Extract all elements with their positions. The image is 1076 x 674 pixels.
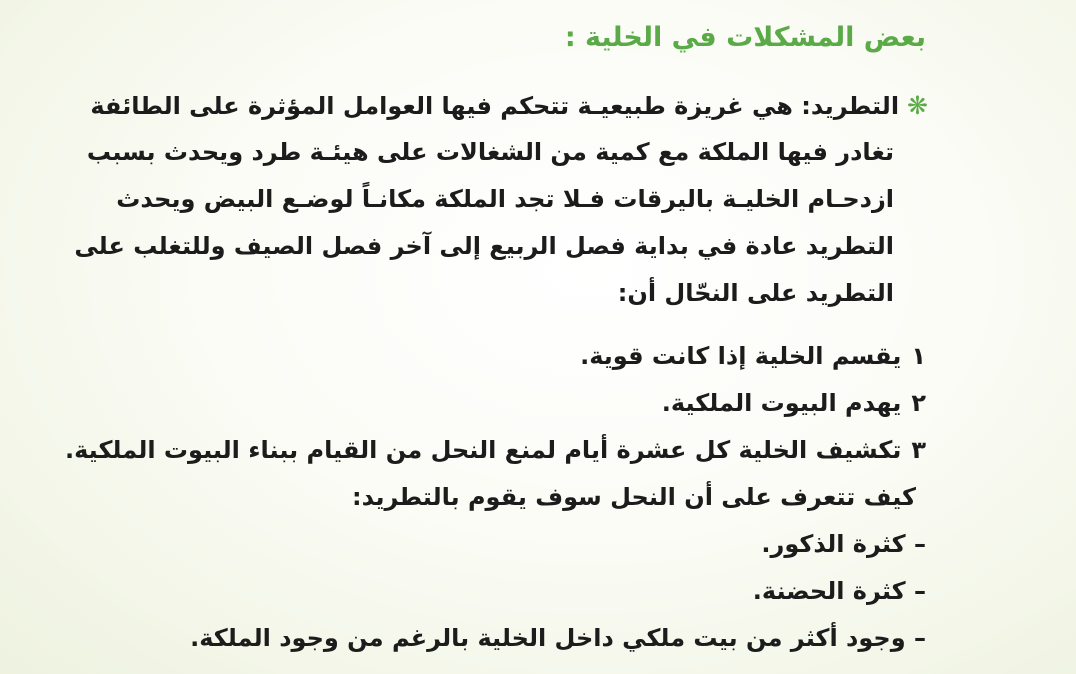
definition-line-3: ازدحـام الخليـة باليرقات فـلا تجد الملكة مكانـاً لوضـع البيض ويحدث (116, 185, 894, 213)
definition-text: التطريد: هي غريزة طبيعيـة تتحكم فيها العوامل المؤثرة على الطائفة (90, 92, 900, 120)
section-heading: بعض المشكلات في الخلية : (564, 22, 926, 53)
asterisk-bullet-icon: ❋ (907, 91, 928, 120)
signs-question: كيف تتعرف على أن النحل سوف يقوم بالتطريد: (352, 483, 916, 511)
definition-line-1 (90, 82, 928, 129)
swarming-definition (74, 82, 928, 317)
definition-line-5: التطريد على النحّال أن: (617, 279, 894, 307)
step-number: ١ (911, 342, 926, 370)
step-number: ٢ (911, 389, 926, 417)
step-3 (65, 427, 926, 474)
step-text: يهدم البيوت الملكية. (661, 389, 902, 417)
definition-line-4: التطريد عادة في بداية فصل الربيع إلى آخر فصل الصيف وللتغلب على (74, 232, 894, 260)
sign-item-3: – وجود أكثر من بيت ملكي داخل الخلية بالرغم من وجود الملكة. (190, 624, 926, 652)
steps-and-signs (65, 333, 926, 662)
step-1 (106, 333, 926, 380)
step-2 (106, 380, 926, 427)
step-text: يقسم الخلية إذا كانت قوية. (580, 342, 902, 370)
definition-line-2: تغادر فيها الملكة مع كمية من الشغالات على هيئـة طرد ويحدث بسبب (86, 138, 894, 166)
sign-item-2: – كثرة الحضنة. (752, 577, 926, 605)
sign-item-1: – كثرة الذكور. (761, 530, 926, 558)
step-text: تكشيف الخلية كل عشرة أيام لمنع النحل من القيام ببناء البيوت الملكية. (65, 436, 902, 464)
step-number: ٣ (911, 436, 926, 464)
